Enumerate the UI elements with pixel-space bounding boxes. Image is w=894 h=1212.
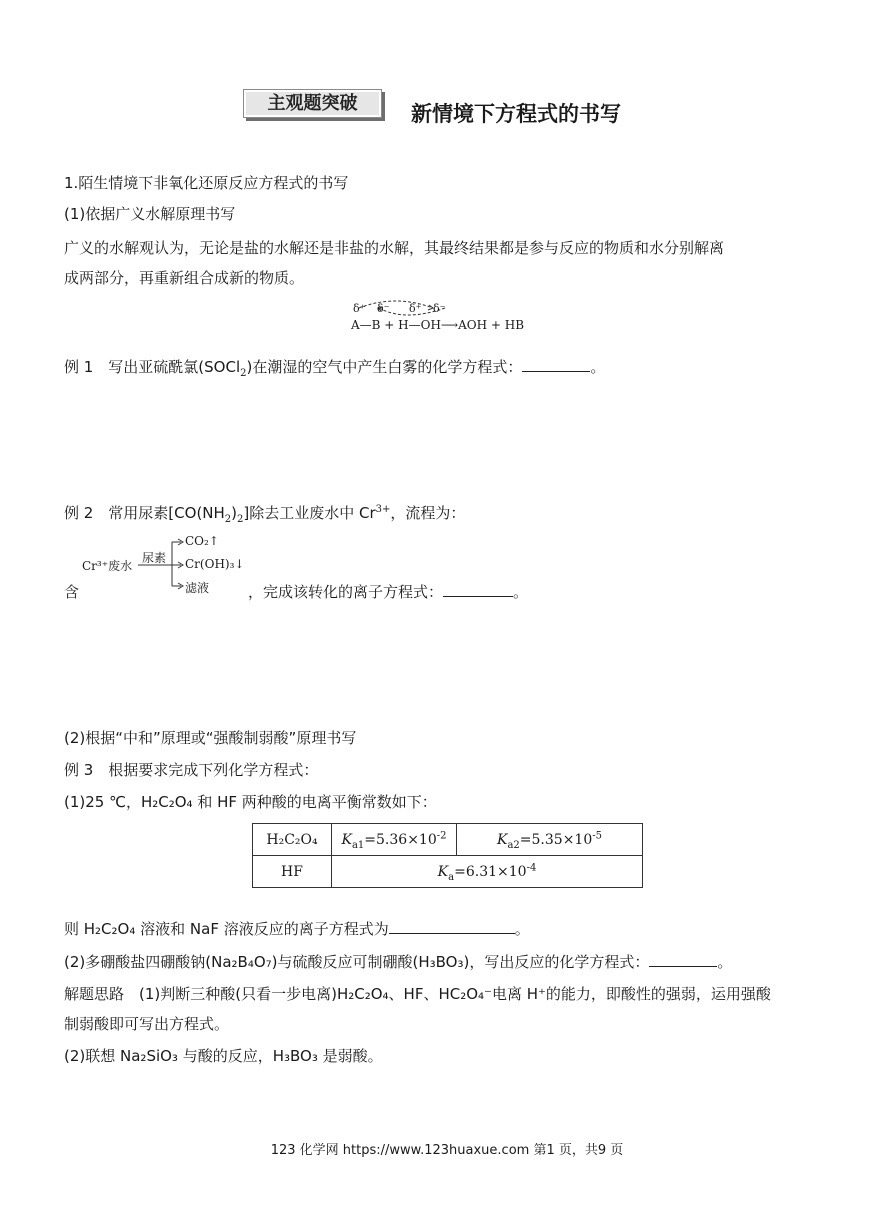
- section-heading: 1.陌生情境下非氧化还原反应方程式的书写: [64, 174, 349, 192]
- delta-plus-1: δ⁺: [353, 302, 366, 315]
- flow-product-croh3: Cr(OH)₃↓: [185, 557, 245, 571]
- table-cell: $K_{a2}=5.35\times 10^{-5}$: [457, 824, 643, 856]
- hint-line-3: (2)联想 Na₂SiO₃ 与酸的反应，H₃BO₃ 是弱酸。: [64, 1047, 383, 1065]
- table-row: [253, 856, 643, 888]
- delta-plus-2: δ⁺: [409, 302, 422, 315]
- flow-product-co2: CO₂↑: [185, 534, 219, 548]
- table-cell: HF: [253, 856, 332, 888]
- table-row: [253, 824, 643, 856]
- section-badge: 主观题突破: [243, 89, 382, 118]
- ionization-constant-table: [252, 823, 643, 888]
- page-title: 新情境下方程式的书写: [411, 102, 621, 126]
- paragraph-line-2: 成两部分，再重新组合成新的物质。: [64, 269, 305, 287]
- answer-blank-4[interactable]: [649, 952, 717, 967]
- subsection-heading-1: (1)依据广义水解原理书写: [64, 205, 236, 223]
- paragraph-line-1: 广义的水解观认为，无论是盐的水解还是非盐的水解，其最终结果都是参与反应的物质和水分别解离: [64, 239, 725, 257]
- table-cell: $K_a=6.31\times 10^{-4}$: [332, 856, 643, 888]
- question-2: (2)多硼酸盐四硼酸钠(Na₂B₄O₇)与硫酸反应可制硼酸(H₃BO₃)，写出反应的化学方程式： 。: [64, 953, 733, 971]
- hydrolysis-equation: A—B + H—OH⟶AOH + HB: [351, 318, 525, 332]
- example-2-prefix: 含: [64, 583, 80, 601]
- flow-diagram: [80, 530, 250, 598]
- answer-blank-1[interactable]: [522, 357, 590, 372]
- page-footer: 123 化学网 https://www.123huaxue.com 第1 页，共9 页: [270, 1143, 624, 1158]
- delta-minus-2: δ⁻: [433, 302, 446, 315]
- flow-product-filtrate: 滤液: [185, 581, 210, 595]
- question-1: (1)25 ℃，H₂C₂O₄ 和 HF 两种酸的电离平衡常数如下：: [64, 793, 437, 811]
- hint-line-1: 解题思路 (1)判断三种酸(只看一步电离)H₂C₂O₄、HF、HC₂O₄⁻电离 H⁺的能力，即酸性的强弱，运用强酸: [64, 985, 771, 1003]
- hint-line-2: 制弱酸即可写出方程式。: [64, 1015, 230, 1033]
- table-cell: H₂C₂O₄: [253, 824, 332, 856]
- example-3: 例 3 根据要求完成下列化学方程式：: [64, 761, 319, 779]
- subsection-heading-2: (2)根据“中和”原理或“强酸制弱酸”原理书写: [64, 729, 357, 747]
- delta-minus-1: δ⁻: [377, 302, 390, 315]
- table-cell: $K_{a1}=5.36\times 10^{-2}$: [332, 824, 457, 856]
- question-1-answer-line: 则 H₂C₂O₄ 溶液和 NaF 溶液反应的离子方程式为 。: [64, 920, 530, 938]
- example-2: 例 2 常用尿素$[CO(NH_2)_2]$除去工业废水中 $Cr^{3+}$，流程为：: [64, 504, 466, 525]
- answer-blank-3[interactable]: [389, 919, 515, 934]
- flow-source: Cr³⁺废水: [82, 559, 133, 573]
- example-2-question: ，完成该转化的离子方程式： 。: [248, 583, 529, 601]
- answer-blank-2[interactable]: [443, 582, 513, 597]
- hydrolysis-diagram: [345, 298, 565, 338]
- example-1: 例 1 写出亚硫酰氯(SOCl$_2$)在潮湿的空气中产生白雾的化学方程式： 。: [64, 358, 606, 379]
- flow-reagent: 尿素: [142, 551, 167, 565]
